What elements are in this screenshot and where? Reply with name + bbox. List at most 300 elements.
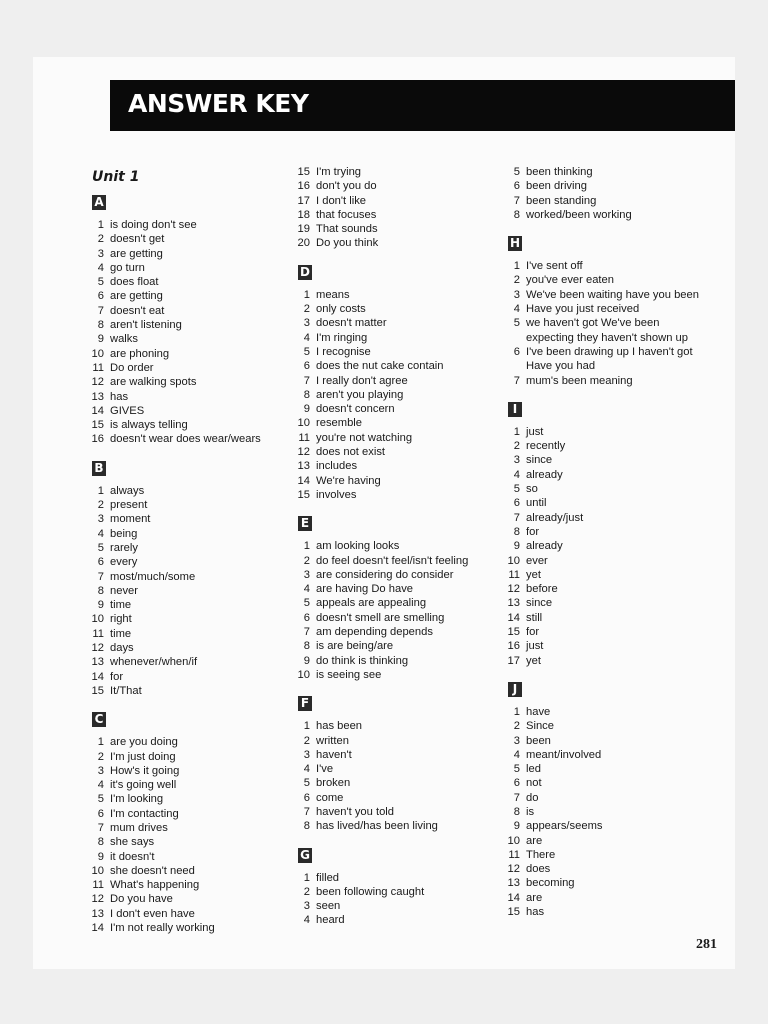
- answer-number: 7: [513, 791, 520, 804]
- answer-number: 10: [507, 834, 520, 847]
- answer-number: 3: [513, 454, 520, 467]
- answer-text: does not exist: [316, 446, 386, 459]
- answer-text: yet: [526, 654, 541, 667]
- answer-number: 2: [303, 734, 310, 747]
- answer-text: How's it going: [110, 764, 180, 777]
- answer-text: come: [316, 791, 344, 804]
- answer-number: 7: [303, 626, 310, 639]
- answer-text: being: [110, 527, 138, 540]
- answer-item: [290, 388, 488, 402]
- answer-text: filled: [316, 871, 340, 884]
- answer-item: [84, 275, 280, 289]
- answer-item: [500, 625, 710, 639]
- answer-item: [500, 834, 710, 848]
- answer-number: 3: [513, 734, 520, 747]
- answer-number: 15: [297, 166, 310, 178]
- answer-number: 1: [303, 288, 310, 301]
- answer-number: 17: [507, 654, 520, 667]
- answer-item: [84, 555, 280, 569]
- answer-text: GIVES: [110, 404, 145, 417]
- answer-text: involves: [316, 488, 357, 501]
- answer-number: 1: [303, 871, 310, 884]
- answer-item: [84, 541, 280, 555]
- answer-number: 14: [507, 891, 520, 904]
- answer-text: time: [110, 599, 132, 612]
- answer-number: 3: [97, 513, 104, 526]
- answer-item: [290, 554, 488, 568]
- answer-number: 4: [303, 914, 310, 927]
- answer-number: 7: [513, 511, 520, 524]
- answer-item: [500, 439, 710, 453]
- answer-text: am looking looks: [316, 540, 400, 553]
- answer-text: What's happening: [110, 879, 200, 892]
- answer-item: [290, 748, 488, 762]
- answer-number: 4: [97, 527, 104, 540]
- answer-text: she says: [110, 836, 155, 849]
- answer-item: [290, 236, 488, 250]
- answer-item: [290, 488, 488, 502]
- section-continued: [500, 165, 710, 222]
- answer-number: 6: [303, 360, 310, 373]
- answer-number: 1: [303, 720, 310, 733]
- answer-text: is: [526, 805, 535, 818]
- answer-item: [500, 316, 710, 345]
- answer-text: not: [526, 777, 542, 790]
- answer-text: already: [526, 540, 563, 553]
- answer-number: 5: [303, 597, 310, 610]
- answer-item: [84, 892, 280, 906]
- answer-number: 3: [303, 568, 310, 581]
- answer-text: been following caught: [316, 885, 425, 898]
- answer-number: 12: [91, 376, 104, 389]
- answer-number: 5: [303, 777, 310, 790]
- answer-number: 6: [97, 807, 104, 820]
- answer-number: 7: [303, 374, 310, 387]
- answer-number: 4: [303, 331, 310, 344]
- answer-number: 1: [97, 219, 104, 231]
- column-2: [290, 165, 488, 938]
- answer-number: 8: [97, 836, 104, 849]
- answer-item: [500, 345, 710, 374]
- answer-number: 8: [513, 208, 520, 221]
- answer-item: [84, 921, 280, 935]
- answer-item: [290, 611, 488, 625]
- answer-text: yet: [526, 568, 541, 581]
- answer-item: [84, 318, 280, 332]
- answer-text: is doing don't see: [110, 219, 197, 231]
- answer-text: has: [110, 390, 129, 403]
- answer-item: [84, 332, 280, 346]
- answer-text: time: [110, 627, 132, 640]
- answer-number: 20: [297, 237, 310, 250]
- answer-text: I'm not really working: [110, 922, 215, 935]
- answer-text: until: [526, 497, 547, 510]
- answer-text: Have you just received: [526, 303, 640, 316]
- answer-text: broken: [316, 777, 351, 790]
- answer-text: been: [526, 734, 551, 747]
- answer-item: [84, 907, 280, 921]
- section-letter: B: [92, 461, 106, 476]
- answer-text: for: [110, 670, 124, 683]
- answer-number: 1: [513, 705, 520, 718]
- answer-item: [290, 819, 488, 833]
- answer-number: 9: [303, 403, 310, 416]
- answer-text: so: [526, 483, 538, 496]
- answer-text: aren't listening: [110, 319, 182, 332]
- answer-text: includes: [316, 460, 358, 473]
- answer-text: you've ever eaten: [526, 274, 614, 287]
- answer-number: 2: [303, 303, 310, 316]
- section-continued: [290, 165, 488, 251]
- answer-item: [290, 402, 488, 416]
- answer-text: just: [526, 425, 544, 438]
- answer-text: been standing: [526, 194, 597, 207]
- answer-text: led: [526, 763, 541, 776]
- answer-text: been thinking: [526, 166, 593, 178]
- answer-item: [290, 345, 488, 359]
- answer-item: [290, 288, 488, 302]
- answer-number: 10: [91, 347, 104, 360]
- answer-text: does float: [110, 276, 159, 289]
- answer-text: has lived/has been living: [316, 820, 438, 833]
- answer-item: [84, 684, 280, 698]
- answer-number: 9: [97, 333, 104, 346]
- section-letter: E: [298, 516, 312, 531]
- answer-number: 6: [513, 345, 520, 358]
- answer-item: [500, 425, 710, 439]
- answer-number: 4: [303, 583, 310, 596]
- answer-number: 13: [91, 390, 104, 403]
- answer-number: 2: [303, 554, 310, 567]
- answer-number: 15: [507, 906, 520, 919]
- section-g: [290, 844, 488, 928]
- answer-number: 10: [91, 864, 104, 877]
- answer-text: doesn't wear does wear/wears: [110, 433, 261, 446]
- answer-item: [84, 390, 280, 404]
- answer-number: 5: [513, 483, 520, 496]
- answer-text: always: [110, 484, 145, 497]
- answer-text: mum's been meaning: [526, 374, 633, 387]
- answer-number: 13: [297, 460, 310, 473]
- answer-number: 14: [91, 404, 104, 417]
- section-d: [290, 261, 488, 502]
- answer-item: [500, 876, 710, 890]
- section-letter: D: [298, 265, 312, 280]
- answer-text: I'm ringing: [316, 331, 368, 344]
- answer-number: 10: [297, 417, 310, 430]
- answer-text: are you doing: [110, 736, 178, 749]
- answer-number: 9: [513, 540, 520, 553]
- answer-number: 4: [97, 261, 104, 274]
- answer-item: [500, 208, 710, 222]
- answer-number: 2: [97, 750, 104, 763]
- answer-item: [500, 179, 710, 193]
- answer-item: [84, 432, 280, 446]
- answer-number: 2: [97, 499, 104, 512]
- answer-text: been driving: [526, 180, 587, 193]
- answer-item: [84, 878, 280, 892]
- answer-number: 15: [297, 488, 310, 501]
- answer-item: [84, 764, 280, 778]
- answer-text: is are being/are: [316, 640, 394, 653]
- answer-item: [290, 762, 488, 776]
- answer-text: for: [526, 626, 540, 639]
- answer-text: recently: [526, 440, 566, 453]
- answer-text: she doesn't need: [110, 864, 195, 877]
- answer-text: I don't like: [316, 194, 367, 207]
- answer-text: I'm just doing: [110, 750, 176, 763]
- section-letter: A: [92, 195, 106, 210]
- answer-text: doesn't matter: [316, 317, 387, 330]
- answer-item: [290, 459, 488, 473]
- answer-number: 9: [97, 599, 104, 612]
- answer-number: 8: [303, 820, 310, 833]
- answer-item: [500, 496, 710, 510]
- answer-text: appears/seems: [526, 820, 603, 833]
- answer-item: [290, 194, 488, 208]
- answer-text: whenever/when/if: [110, 656, 198, 669]
- answer-number: 6: [303, 791, 310, 804]
- answer-number: 16: [297, 180, 310, 193]
- answer-number: 8: [97, 584, 104, 597]
- answer-text: are getting: [110, 247, 163, 260]
- answer-item: [500, 611, 710, 625]
- answer-item: [290, 331, 488, 345]
- answer-text: Since: [526, 720, 554, 733]
- answer-item: [84, 404, 280, 418]
- answer-key-banner: [110, 80, 735, 131]
- answer-number: 11: [508, 568, 520, 581]
- answer-number: 8: [97, 319, 104, 332]
- answer-text: already/just: [526, 511, 584, 524]
- answer-text: mum drives: [110, 821, 168, 834]
- answer-item: [84, 821, 280, 835]
- answer-number: 14: [91, 670, 104, 683]
- answer-item: [500, 734, 710, 748]
- answer-item: [84, 612, 280, 626]
- answer-number: 15: [91, 419, 104, 432]
- answer-number: 7: [97, 821, 104, 834]
- answer-number: 14: [91, 922, 104, 935]
- answer-item: [500, 482, 710, 496]
- answer-item: [500, 905, 710, 919]
- answer-number: 13: [91, 907, 104, 920]
- answer-number: 12: [91, 893, 104, 906]
- answer-item: [84, 864, 280, 878]
- answer-item: [290, 639, 488, 653]
- answer-number: 9: [97, 850, 104, 863]
- answer-text: days: [110, 642, 134, 655]
- section-e: [290, 512, 488, 682]
- answer-item: [500, 453, 710, 467]
- answer-item: [500, 288, 710, 302]
- answer-item: [290, 582, 488, 596]
- answer-number: 13: [91, 656, 104, 669]
- answer-text: just: [526, 640, 544, 653]
- answer-item: [290, 445, 488, 459]
- answer-text: doesn't smell are smelling: [316, 611, 445, 624]
- answer-item: [290, 871, 488, 885]
- answer-item: [290, 208, 488, 222]
- answer-number: 6: [513, 180, 520, 193]
- answer-text: are walking spots: [110, 376, 197, 389]
- answer-item: [500, 819, 710, 833]
- answer-number: 7: [303, 805, 310, 818]
- answer-item: [84, 655, 280, 669]
- answer-item: [500, 891, 710, 905]
- answer-text: ever: [526, 554, 548, 567]
- answer-text: haven't: [316, 748, 352, 761]
- answer-text: still: [526, 611, 543, 624]
- answer-text: it doesn't: [110, 850, 155, 863]
- answer-item: [84, 750, 280, 764]
- answer-text: present: [110, 499, 148, 512]
- answer-item: [500, 259, 710, 273]
- answer-item: [290, 668, 488, 682]
- answer-item: [500, 848, 710, 862]
- answer-item: [84, 375, 280, 389]
- answer-item: [84, 361, 280, 375]
- section-letter: I: [508, 402, 522, 417]
- answer-item: [290, 791, 488, 805]
- answer-number: 7: [97, 570, 104, 583]
- section-letter: G: [298, 848, 312, 863]
- answer-item: [500, 791, 710, 805]
- answer-item: [84, 792, 280, 806]
- answer-text: doesn't get: [110, 233, 165, 246]
- answer-number: 3: [97, 764, 104, 777]
- answer-text: has: [526, 906, 545, 919]
- answer-text: have: [526, 705, 551, 718]
- answer-text: written: [316, 734, 349, 747]
- answer-number: 10: [507, 554, 520, 567]
- answer-text: means: [316, 288, 350, 301]
- column-1: [84, 165, 280, 945]
- answer-item: [290, 539, 488, 553]
- answer-number: 5: [513, 317, 520, 330]
- section-a: [84, 191, 280, 447]
- answer-item: [290, 568, 488, 582]
- answer-number: 5: [97, 541, 104, 554]
- answer-text: don't you do: [316, 180, 377, 193]
- answer-number: 16: [507, 640, 520, 653]
- answer-number: 1: [513, 260, 520, 273]
- answer-text: you're not watching: [316, 431, 413, 444]
- answer-number: 5: [303, 345, 310, 358]
- answer-text: is always telling: [110, 419, 188, 432]
- answer-text: moment: [110, 513, 151, 526]
- answer-number: 17: [297, 194, 310, 207]
- answer-number: 6: [513, 777, 520, 790]
- answer-item: [500, 582, 710, 596]
- answer-item: [84, 347, 280, 361]
- answer-text: right: [110, 613, 132, 626]
- answer-text: we haven't got We've been expecting they haven't shown up: [526, 317, 688, 344]
- answer-text: go turn: [110, 261, 145, 274]
- answer-item: [500, 748, 710, 762]
- answer-item: [290, 179, 488, 193]
- answer-item: [500, 776, 710, 790]
- answer-number: 19: [297, 223, 310, 236]
- answer-item: [84, 498, 280, 512]
- answer-text: most/much/some: [110, 570, 196, 583]
- answer-number: 9: [303, 654, 310, 667]
- answer-number: 3: [303, 900, 310, 913]
- answer-item: [500, 705, 710, 719]
- answer-number: 6: [513, 497, 520, 510]
- answer-number: 4: [513, 748, 520, 761]
- answer-text: are considering do consider: [316, 568, 454, 581]
- answer-item: [84, 418, 280, 432]
- answer-text: I've been drawing up I haven't got Have you had: [526, 345, 693, 373]
- answer-number: 1: [97, 484, 104, 497]
- answer-text: it's going well: [110, 779, 177, 792]
- answer-text: am depending depends: [316, 626, 433, 639]
- answer-item: [290, 596, 488, 610]
- section-i: [500, 398, 710, 668]
- answer-item: [84, 527, 280, 541]
- answer-text: already: [526, 468, 563, 481]
- answer-text: do feel doesn't feel/isn't feeling: [316, 554, 469, 567]
- answer-text: doesn't concern: [316, 403, 395, 416]
- answer-text: before: [526, 583, 558, 596]
- answer-text: resemble: [316, 417, 363, 430]
- answer-item: [84, 735, 280, 749]
- answer-item: [84, 584, 280, 598]
- answer-text: for: [526, 525, 540, 538]
- answer-text: I've: [316, 763, 334, 776]
- answer-item: [84, 835, 280, 849]
- answer-text: I'm looking: [110, 793, 164, 806]
- answer-item: [84, 850, 280, 864]
- answer-text: Do order: [110, 361, 154, 374]
- answer-number: 15: [91, 684, 104, 697]
- answer-item: [500, 568, 710, 582]
- answer-item: [84, 289, 280, 303]
- answer-text: never: [110, 584, 138, 597]
- answer-item: [84, 807, 280, 821]
- answer-item: [84, 778, 280, 792]
- answer-number: 10: [297, 668, 310, 681]
- answer-text: We're having: [316, 474, 381, 487]
- answer-number: 2: [97, 233, 104, 246]
- answer-number: 6: [97, 556, 104, 569]
- answer-item: [84, 670, 280, 684]
- answer-number: 5: [97, 793, 104, 806]
- answer-item: [84, 627, 280, 641]
- answer-text: heard: [316, 914, 345, 927]
- answer-number: 4: [303, 763, 310, 776]
- answer-item: [500, 194, 710, 208]
- answer-number: 14: [297, 474, 310, 487]
- answer-number: 12: [507, 863, 520, 876]
- answer-number: 2: [513, 720, 520, 733]
- section-letter: H: [509, 236, 521, 251]
- answer-number: 7: [97, 304, 104, 317]
- answer-item: [290, 885, 488, 899]
- answer-item: [500, 525, 710, 539]
- answer-number: 1: [97, 736, 104, 749]
- answer-number: 13: [507, 597, 520, 610]
- answer-text: seen: [316, 900, 341, 913]
- answer-item: [84, 232, 280, 246]
- answer-text: Do you think: [316, 237, 379, 250]
- answer-number: 7: [513, 374, 520, 387]
- answer-text: are having Do have: [316, 583, 414, 596]
- answer-text: I really don't agree: [316, 374, 408, 387]
- answer-number: 8: [303, 388, 310, 401]
- answer-item: [290, 474, 488, 488]
